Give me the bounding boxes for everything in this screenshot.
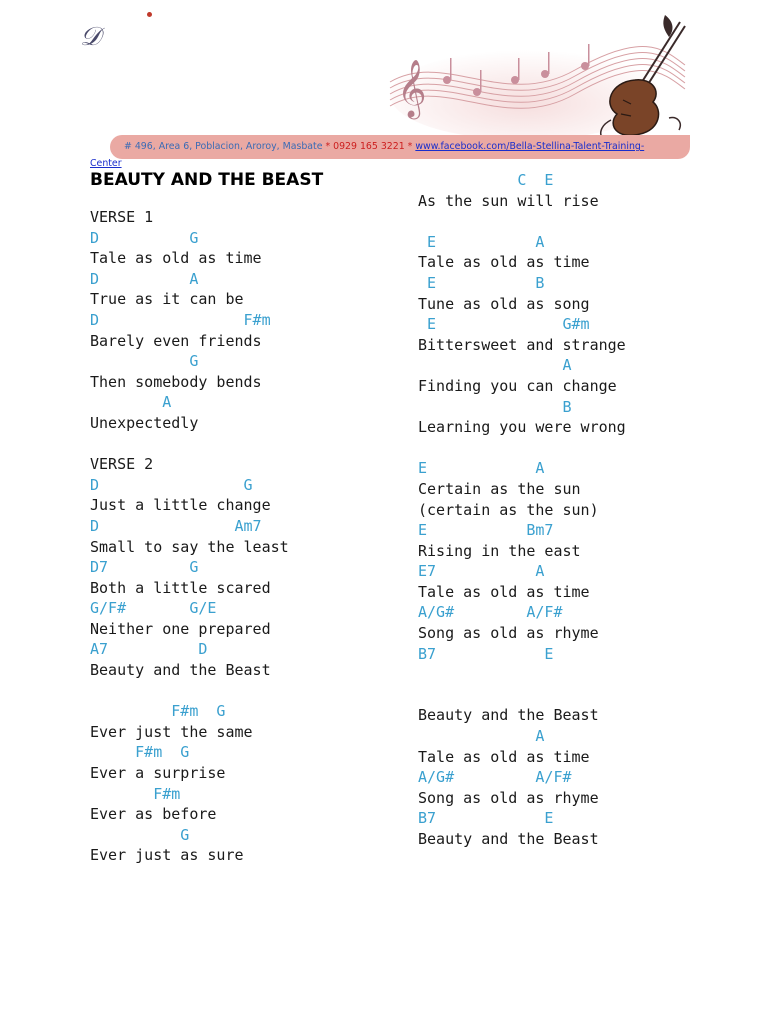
lyric-line: Ever a surprise bbox=[90, 764, 226, 783]
chord-line: D G bbox=[90, 228, 199, 247]
lyric-line: Ever as before bbox=[90, 805, 217, 824]
chord-line: C E bbox=[418, 171, 554, 189]
lyric-line: Tale as old as time bbox=[418, 253, 590, 272]
chord-line: G/F# G/E bbox=[90, 599, 217, 618]
lyric-line: Tale as old as time bbox=[418, 582, 590, 601]
script-monogram-icon: 𝒟 bbox=[80, 22, 101, 52]
music-staff-violin-icon bbox=[385, 10, 695, 142]
lyric-line: Finding you can change bbox=[418, 376, 617, 395]
contact-banner: # 496, Area 6, Poblacion, Aroroy, Masbate * 0929 165 3221 * www.facebook.com/Bella-Stellina-Talent-Training- bbox=[110, 135, 690, 159]
chord-line: D7 G bbox=[90, 558, 199, 577]
lyric-line: Beauty and the Beast bbox=[418, 706, 599, 725]
lyric-line: Beauty and the Beast bbox=[418, 830, 599, 848]
banner-address: # 496, Area 6, Poblacion, Aroroy, Masbate bbox=[124, 141, 323, 152]
chord-line: B7 E bbox=[418, 644, 554, 663]
chord-line: E A bbox=[418, 459, 545, 478]
lyric-line: Tale as old as time bbox=[90, 249, 262, 268]
lyric-line: Tale as old as time bbox=[418, 747, 590, 766]
lyric-line: Ever just the same bbox=[90, 722, 253, 741]
blank-line bbox=[418, 438, 626, 459]
lyric-line: Song as old as rhyme bbox=[418, 788, 599, 807]
lyric-line: Rising in the east bbox=[418, 541, 581, 560]
chord-line: E B bbox=[418, 273, 545, 292]
chord-line: D G bbox=[90, 475, 253, 494]
chord-line: A/G# A/F# bbox=[418, 768, 572, 787]
chord-line: A/G# A/F# bbox=[418, 603, 563, 622]
chord-line: D F#m bbox=[90, 310, 271, 329]
chord-line: G bbox=[90, 825, 190, 844]
song-title: BEAUTY AND THE BEAST bbox=[90, 170, 324, 190]
red-dot-decoration bbox=[147, 12, 152, 17]
chord-line: A bbox=[90, 393, 172, 412]
chord-line: A bbox=[418, 356, 572, 375]
chord-line: A bbox=[418, 727, 545, 746]
lyric-line: True as it can be bbox=[90, 290, 244, 309]
lyric-line: Learning you were wrong bbox=[418, 418, 626, 437]
lyric-line: (certain as the sun) bbox=[418, 500, 599, 519]
chord-line: G bbox=[90, 352, 199, 371]
lyric-line: VERSE 1 bbox=[90, 208, 154, 226]
svg-text:𝄞: 𝄞 bbox=[397, 59, 427, 117]
chord-line: B7 E bbox=[418, 809, 554, 828]
chord-line: D Am7 bbox=[90, 516, 262, 535]
lyric-line: Just a little change bbox=[90, 496, 271, 515]
lyric-line: Neither one prepared bbox=[90, 619, 271, 638]
lyrics-column-right bbox=[418, 170, 626, 850]
lyric-line: Bittersweet and strange bbox=[418, 335, 626, 354]
lyric-line: Small to say the least bbox=[90, 537, 289, 556]
blank-line bbox=[90, 681, 289, 702]
lyric-line: Unexpectedly bbox=[90, 413, 199, 432]
lyric-line: As the sun will rise bbox=[418, 191, 599, 210]
banner-phone: 0929 165 3221 bbox=[333, 141, 405, 152]
chord-line: F#m G bbox=[90, 743, 190, 762]
blank-line bbox=[418, 211, 626, 232]
blank-line bbox=[90, 434, 289, 455]
lyrics-column-left bbox=[90, 207, 289, 866]
lyric-line: Song as old as rhyme bbox=[418, 624, 599, 643]
lyric-line: Tune as old as song bbox=[418, 294, 590, 313]
chord-line: E Bm7 bbox=[418, 521, 554, 540]
chord-line: F#m bbox=[90, 784, 181, 803]
lyric-line: Then somebody bends bbox=[90, 372, 262, 391]
chord-line: A7 D bbox=[90, 640, 208, 659]
blank-line bbox=[418, 685, 626, 706]
facebook-link[interactable]: www.facebook.com/Bella-Stellina-Talent-Training- bbox=[415, 141, 645, 152]
chord-line: B bbox=[418, 397, 572, 416]
lyric-line: Barely even friends bbox=[90, 331, 262, 350]
facebook-link-continuation[interactable]: Center bbox=[90, 158, 122, 169]
lyric-line: Ever just as sure bbox=[90, 846, 244, 865]
blank-line bbox=[418, 664, 626, 685]
chord-line: F#m G bbox=[90, 702, 226, 721]
lyric-line: Both a little scared bbox=[90, 578, 271, 597]
lyric-line: Beauty and the Beast bbox=[90, 661, 271, 680]
chord-line: E A bbox=[418, 232, 545, 251]
lyric-line: VERSE 2 bbox=[90, 455, 154, 474]
chord-line: E7 A bbox=[418, 562, 545, 581]
lyric-line: Certain as the sun bbox=[418, 479, 581, 498]
chord-line: E G#m bbox=[418, 315, 590, 334]
chord-line: D A bbox=[90, 269, 199, 288]
